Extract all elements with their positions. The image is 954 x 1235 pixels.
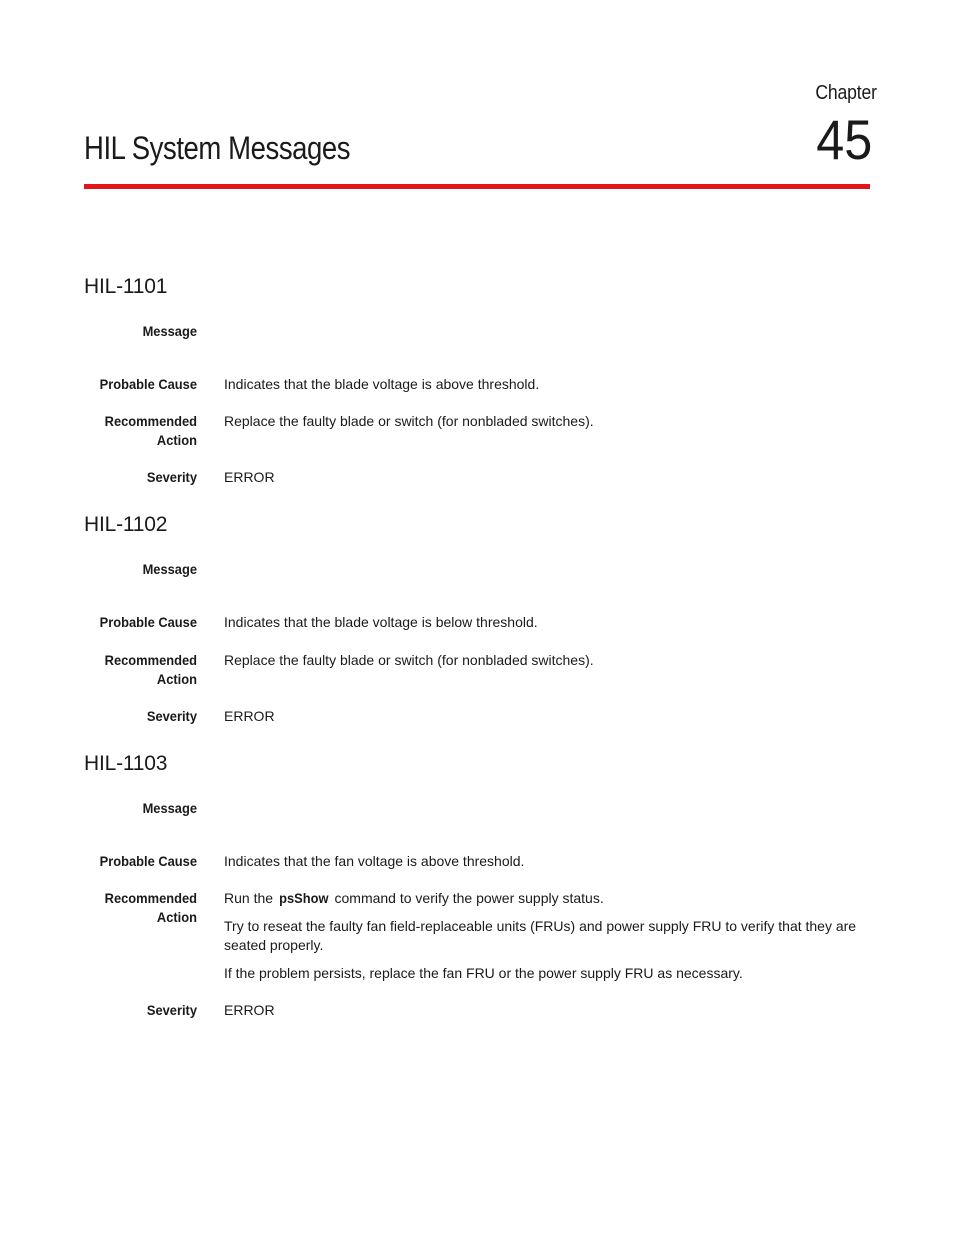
action-label-line2: Action [156, 671, 197, 687]
command-psshow: psShow [279, 890, 329, 906]
severity-label: Severity [146, 1002, 197, 1018]
probable-cause-text: Indicates that the blade voltage is below threshold. [224, 614, 538, 630]
probable-cause-label: Probable Cause [99, 376, 197, 392]
severity-value: ERROR [224, 708, 275, 724]
section-title: HIL-1103 [84, 752, 168, 775]
probable-cause-label: Probable Cause [99, 853, 197, 869]
probable-cause-text: Indicates that the fan voltage is above threshold. [224, 853, 525, 869]
section-title: HIL-1101 [84, 275, 168, 298]
recommended-action-text: Replace the faulty blade or switch (for nonbladed switches). [224, 413, 594, 429]
recommended-action-label [68, 889, 197, 927]
message-label: Message [142, 323, 197, 339]
recommended-action-paragraph [224, 889, 874, 908]
recommended-action-text [224, 889, 874, 992]
chapter-number: 45 [815, 108, 872, 171]
recommended-action-paragraph: Try to reseat the faulty fan field-replaceable units (FRUs) and power supply FRU to verify that they are seated properly. [224, 918, 857, 953]
action-text-prefix: Run the [224, 890, 277, 906]
recommended-label-line1: Recommended [104, 413, 197, 429]
chapter-title-rule [84, 184, 870, 189]
severity-value: ERROR [224, 469, 275, 485]
severity-label: Severity [146, 708, 197, 724]
message-label: Message [142, 800, 197, 816]
probable-cause-text: Indicates that the blade voltage is above threshold. [224, 376, 540, 392]
section-title: HIL-1102 [84, 513, 168, 536]
action-label-line2: Action [156, 432, 197, 448]
message-label: Message [142, 561, 197, 577]
chapter-label: Chapter [815, 82, 877, 104]
recommended-action-text: Replace the faulty blade or switch (for nonbladed switches). [224, 652, 594, 668]
recommended-label-line1: Recommended [104, 890, 197, 906]
recommended-action-label [68, 651, 197, 689]
chapter-title: HIL System Messages [84, 130, 351, 166]
severity-label: Severity [146, 469, 197, 485]
recommended-action-label [68, 412, 197, 450]
action-label-line2: Action [156, 909, 197, 925]
probable-cause-label: Probable Cause [99, 614, 197, 630]
recommended-action-paragraph: If the problem persists, replace the fan FRU or the power supply FRU as necessary. [224, 965, 743, 981]
recommended-label-line1: Recommended [104, 652, 197, 668]
action-text-suffix: command to verify the power supply status. [330, 890, 604, 906]
severity-value: ERROR [224, 1002, 275, 1018]
